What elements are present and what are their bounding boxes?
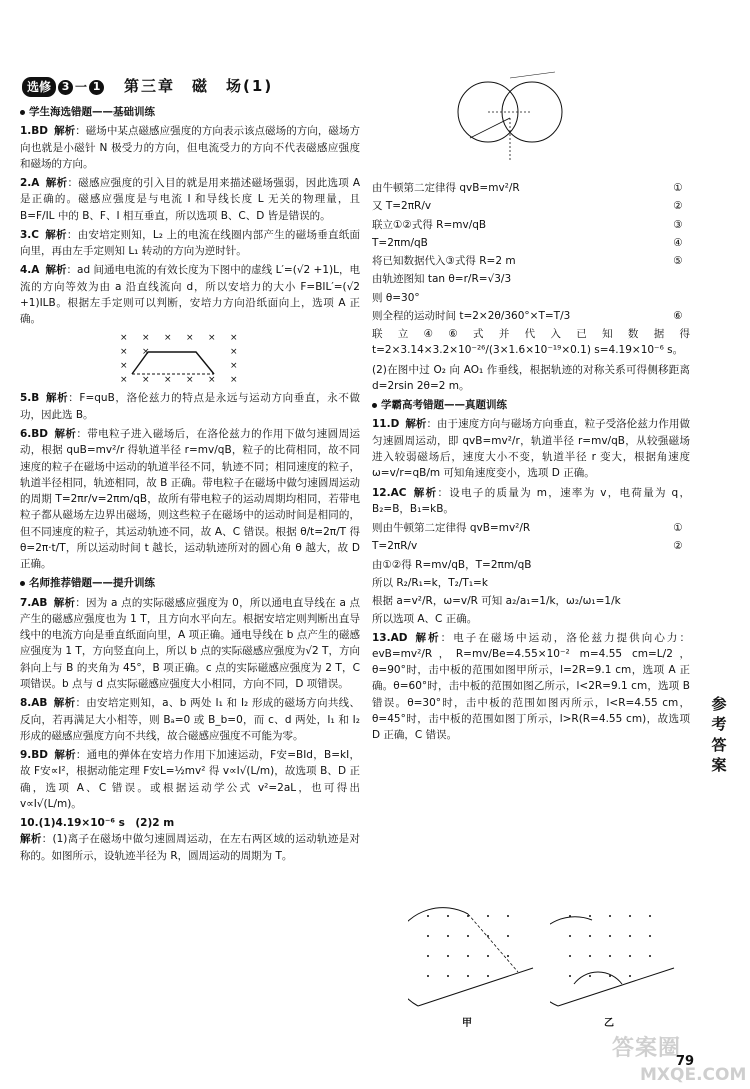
analysis-text: ：ad 间通电电流的有效长度为下图中的虚线 L′=(√2 +1)L，电流的方向等效为由 a 沿直线流向 d，所以安培力的大小 F=BIL′=(√2 +1)ILB。根据左手定则可以判断，安培力方向沿纸面向上，选项 A 正确。 [20,264,360,326]
item-number: 7. [20,596,32,609]
svg-text:×: × [230,361,238,372]
watermark: 答案圈 [612,1036,682,1061]
figure-yi [550,906,680,1014]
equation-row [372,290,690,306]
equation-row [372,271,690,287]
equation-marker: ② [673,540,683,553]
equation-line: 联立④⑥式并代入已知数据得 t=2×3.14×3.2×10⁻²⁶/(3×1.6×10⁻¹⁹×0.1) s=4.19×10⁻⁶ s。 [372,328,690,357]
answer-item-2 [20,175,360,224]
equation: 则 θ=30° [372,291,420,304]
equation-marker: ⑥ [673,309,683,322]
equation: T=2πR/v [372,540,418,553]
answer-key: AB [31,697,48,710]
answer-key: BD [31,427,49,440]
analysis-label: 解析 [412,486,438,499]
equation-row [372,235,690,251]
answer-item-4 [20,262,360,327]
equation-row [372,198,690,214]
badge-dash: 一 [75,79,88,94]
equation-marker: ③ [673,218,683,231]
answer-item-6 [20,426,360,572]
analysis-label: 解析 [45,177,68,190]
badge-number: 3 [58,80,73,95]
item-number: 4. [20,264,32,277]
svg-text:×: × [208,333,216,344]
equation-marker: ① [673,522,683,535]
badge-text: 选修 [22,77,56,98]
answer-item-13 [372,630,690,744]
analysis-text: ：(1)离子在磁场中做匀速圆周运动，在左右两区域的运动轨迹是对称的。如图所示，设轨迹半径为 R，圆周运动的周期为 T。 [20,833,361,862]
figure-caption: 乙 [604,1018,614,1029]
analysis-label: 解析 [54,427,77,440]
svg-text:×: × [208,375,216,386]
svg-text:×: × [186,375,194,386]
analysis-label: 解析 [405,418,427,431]
svg-text:×: × [120,361,128,372]
equation-row [372,180,690,196]
answer-key: C [31,228,40,241]
answer-item-10 [20,815,360,864]
analysis-label: 解析 [53,697,76,710]
equation-row [372,575,690,591]
svg-text:×: × [230,347,238,358]
analysis-label: 解析 [54,749,76,762]
answer-item-5 [20,390,360,423]
analysis-label: 解析 [54,125,76,138]
equation: 由①②得 R=mv/qB，T=2πm/qB [372,558,532,571]
equation: 将已知数据代入③式得 R=2 m [372,255,516,268]
svg-text:×: × [230,375,238,386]
section-heading [20,104,360,120]
answer-item-9 [20,747,360,812]
watermark-url: MXQE.COM [640,1065,747,1085]
side-tab: 参考答案 [711,695,727,774]
equation: T=2πm/qB [372,236,428,249]
answer-key: A [31,264,40,277]
equation-marker: ① [673,182,683,194]
item-number: 11. [372,418,391,431]
equation: 所以选项 A、C 正确。 [372,613,478,626]
equation: 又 T=2πR/v [372,200,432,213]
two-circle-orbit-figure [450,70,570,170]
section-title: 学生海选错题——基础训练 [29,106,155,118]
equation: 则全程的运动时间 t=2×2θ/360°×T=T/3 [372,309,571,322]
item-number: 10. [20,817,39,830]
left-column [20,102,360,867]
equation-row [372,611,690,627]
item-number: 8. [20,697,32,710]
right-column [372,178,690,747]
section-heading [372,397,690,413]
answer-key: A [31,177,40,190]
equation-marker: ④ [673,236,683,249]
svg-text:×: × [230,333,238,344]
analysis-text: ：由安培定则知，a、b 两处 I₁ 和 I₂ 形成的磁场方向共线、反向，若再满足大小相等，则 Bₐ=0 或 B_b=0，而 c、d 两处，I₁ 和 I₂ 形成的磁感应强度方向不共线，故合磁感应强度不可能为零。 [20,697,360,742]
chapter-title: 第三章 磁 场(1) [124,77,274,96]
equation-row [372,253,690,269]
svg-text:×: × [164,375,172,386]
answer-key: AB [31,596,48,609]
bullet-icon [20,581,25,586]
answer-key: BD [31,749,49,762]
analysis-text: ：带电粒子进入磁场后，在洛伦兹力的作用下做匀速圆周运动，根据 quB=mv²/r 得轨道半径 r=mv/qB，粒子的比荷相同，故不同速度的粒子在磁场中运动的轨道半径不同，轨迹不同；相同速度的粒子，轨道半径相同，轨迹相同，故 B 正确。带电粒子在磁场中做匀速圆周运动的周期 T=2πr/v=2πm/qB，故所有带电粒子的运动周期均相同，若带电粒子都从磁场左边界出磁场，则这些粒子在磁场中的运动时间是相同的，但不同速度的粒子，其运动轨迹不同，故 A、C 错误。根据 θ/t=2π/T 得 θ=2π·t/T，所以运动时间 t 越长，运动轨迹所对的圆心角 θ 越大，故 D 正确。 [20,427,361,571]
analysis-label: 解析 [45,264,67,277]
bullet-icon [20,110,25,115]
analysis-text: ：电子在磁场中运动，洛伦兹力提供向心力：evB=mv²/R，R=mv/Be=4.55×10⁻² m=4.55 cm=L/2，θ=90°时，击中板的范围如图甲所示，l=2R=9.1 cm，选项 A 正确。θ=60°时，击中板的范围如图乙所示，l<2R=9.1 cm，选项 B 错误。θ=30°时，击中板的范围如图丙所示，l<R=4.55 cm，θ=45°时，击中板的范围如图丁所示，l>R(R=4.55 cm)，故选项 D 正确，C 错误。 [372,631,691,742]
equation-row [372,557,690,573]
svg-text:×: × [142,375,150,386]
equation-row [372,520,690,536]
section-title: 名师推荐错题——提升训练 [29,577,155,590]
equation-marker: ⑤ [673,255,683,268]
bullet-icon [372,403,377,408]
analysis-text: ：由于速度方向与磁场方向垂直，粒子受洛伦兹力作用做匀速圆周运动，即 qvB=mv²/r，轨道半径 r=mv/qB，从较强磁场进入较弱磁场后，速度大小不变，轨道半径 r 变大，根据角速度 ω=v/r=qB/m 可知角速度变小，选项 D 正确。 [372,418,691,480]
equation-line: (2)在图中过 O₂ 向 AO₁ 作垂线，根据轨迹的对称关系可得侧移距离 d=2rsin 2θ=2 m。 [372,363,690,392]
equation: 由牛顿第二定律得 qvB=mv²/R [372,182,520,194]
item-number: 9. [20,749,32,762]
analysis-label: 解析 [20,833,42,846]
answer-key: (1)4.19×10⁻⁶ s (2)2 m [38,817,175,830]
analysis-text: ：通电的弹体在安培力作用下加速运动，F安=BId，B=kI，故 F安∝I²，根据动能定理 F安L=½mv² 得 v∝I√(L/m)，故选项 B、D 正确，选项 A、C 错误。或根据运动学公式 v²=2aL，也可得出 v∝I√(L/m)。 [20,749,361,810]
section-heading [20,575,360,591]
analysis-label: 解析 [45,228,67,241]
equation-marker: ② [673,200,683,213]
item-number: 1. [20,125,32,138]
item-number: 12. [372,486,391,499]
section-title: 学霸高考错题——真题训练 [381,399,507,412]
equation-row [372,217,690,233]
answer-item-11 [372,416,690,481]
analysis-label: 解析 [413,631,441,644]
answer-item-12 [372,485,690,518]
analysis-text: ：磁场中某点磁感应强度的方向表示该点磁场的方向，磁场方向也就是小磁针 N 极受力的方向，但电流受力的方向不代表磁感应强度和磁场的方向。 [20,125,361,170]
equation-row [372,538,690,554]
answer-item-3 [20,227,360,260]
equation-row [372,593,690,609]
page-number: 79 [676,1054,695,1069]
answer-key: AD [390,631,408,644]
answer-item-8 [20,695,360,744]
figure-jia [408,906,538,1014]
analysis-text: ：磁感应强度的引入目的就是用来描述磁场强弱，因此选项 A 是正确的。磁感应强度是与电流 I 和导线长度 L 无关的物理量，且 B=F/IL 中的 B、F、I 相互垂直，所以选项 B、C、D 皆是错误的。 [20,177,361,222]
equation-row [372,308,690,324]
course-badge [22,77,104,98]
item-number: 3. [20,228,32,241]
answer-key: BD [31,125,49,138]
answer-key: AC [390,486,407,499]
analysis-label: 解析 [53,596,76,609]
svg-text:×: × [120,347,128,358]
chapter-header [22,76,362,98]
svg-text:×: × [120,375,128,386]
item-number: 5. [20,392,32,405]
svg-text:×: × [120,333,128,344]
answer-key: D [390,418,400,431]
analysis-text: ：F=quB，洛伦兹力的特点是永远与运动方向垂直，永不做功，因此选 B。 [20,392,360,421]
item-number: 6. [20,427,32,440]
analysis-text: ：因为 a 点的实际磁感应强度为 0，所以通电直导线在 a 点产生的磁感应强度也为 1 T，且方向水平向左。根据安培定则判断出直导线中的电流方向是垂直纸面向里，A 项正确。通电导线在 b 点产生的磁感应强度为 1 T，方向竖直向上，所以 b 点的实际磁感应强度为√2 T，方向斜向上与 B 的夹角为 45°，B 项正确。c 点的实际磁感应强度为 2 T，C 项错误。b 点与 d 点实际磁感应强度大小相同，方向不同，D 项错误。 [20,596,360,690]
figure-caption: 甲 [462,1018,472,1029]
svg-text:×: × [186,333,194,344]
equation: 则由牛顿第二定律得 qvB=mv²/R [372,522,531,535]
svg-text:×: × [164,333,172,344]
answer-key: B [31,392,40,405]
analysis-label: 解析 [45,392,69,405]
analysis-text: ：由安培定则知，L₂ 上的电流在线圈内部产生的磁场垂直纸面向里，再由左手定则知 L₁ 转动的方向为逆时针。 [20,228,361,258]
badge-number-2: 1 [89,80,104,95]
svg-text:×: × [142,347,150,358]
equation: 根据 a=v²/R，ω=v/R 可知 a₂/a₁=1/k，ω₂/ω₁=1/k [372,595,621,608]
equation: 联立①②式得 R=mv/qB [372,218,487,231]
svg-text:×: × [142,333,150,344]
trapezoid-field-figure [20,330,360,388]
item-number: 2. [20,177,32,190]
answer-item-7 [20,595,360,693]
item-number: 13. [372,631,391,644]
answer-item-1 [20,123,360,172]
equation: 由轨迹图知 tan θ=r/R=√3/3 [372,273,512,286]
equation: 所以 R₂/R₁=k，T₂/T₁=k [372,576,488,589]
analysis-text: ：设电子的质量为 m，速率为 v，电荷量为 q，B₂=B，B₁=kB。 [372,486,691,515]
